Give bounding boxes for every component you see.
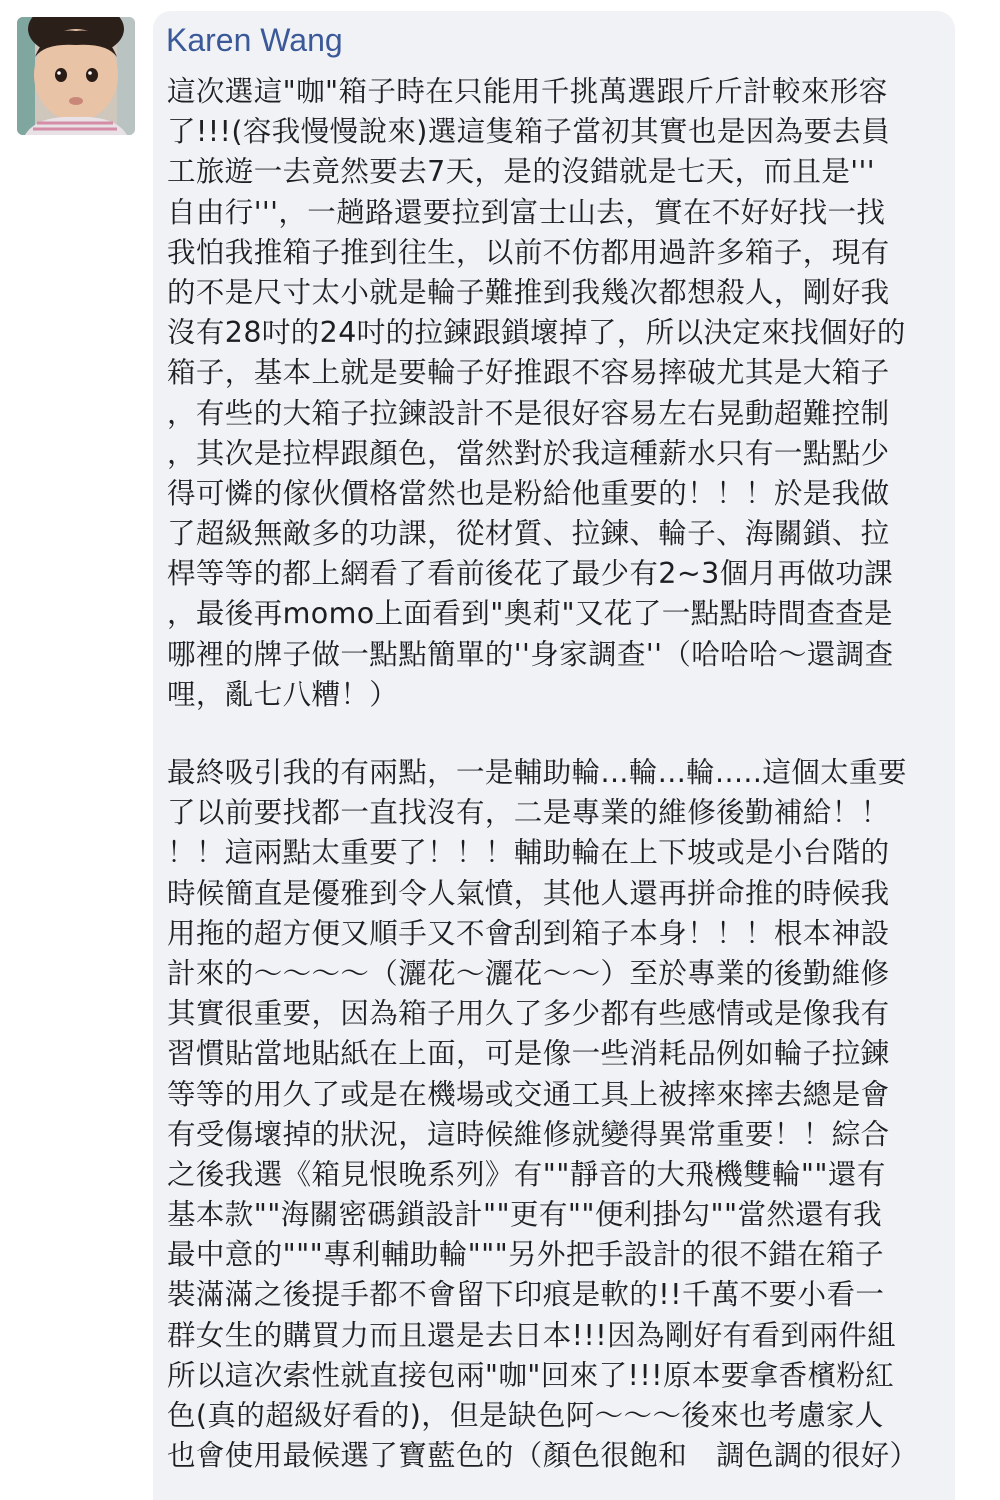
comment-line: 了超級無敵多的功課，從材質、拉鍊、輪子、海關鎖、拉 [167, 517, 890, 551]
comment-line: 最中意的"""專利輔助輪"""另外把手設計的很不錯在箱子 [167, 1238, 884, 1272]
avatar[interactable] [17, 17, 135, 135]
comment-line: 我怕我推箱子推到往生，以前不仿都用過許多箱子，現有 [167, 235, 890, 269]
comment-text [167, 72, 957, 1476]
comment-line: 用拖的超方便又順手又不會刮到箱子本身！！！根本神設 [167, 916, 890, 950]
comment-line: 色(真的超級好看的)，但是缺色阿～～～後來也考慮家人 [167, 1399, 884, 1432]
comment-line: 基本款""海關密碼鎖設計""更有""便利掛勾""當然還有我 [167, 1198, 882, 1232]
comment-line: 最終吸引我的有兩點，一是輔助輪...輪...輪.....這個太重要 [167, 756, 907, 789]
comment-line: 計來的～～～～（灑花～灑花～～）至於專業的後勤維修 [167, 956, 890, 990]
comment-line: 這次選這"咖"箱子時在只能用千挑萬選跟斤斤計較來形容 [167, 75, 888, 108]
comment-line: 群女生的購買力而且還是去日本!!!因為剛好有看到兩件組 [167, 1318, 897, 1352]
comment-line: 其實很重要，因為箱子用久了多少都有些感情或是像我有 [167, 997, 890, 1031]
comment-line: 的不是尺寸太小就是輪子難推到我幾次都想殺人，剛好我 [167, 275, 890, 309]
comment-line: 自由行'''，一趟路還要拉到富士山去，實在不好好找一找 [167, 195, 886, 229]
paragraph-gap [167, 715, 957, 753]
comment-line: 有受傷壞掉的狀況，這時候維修就變得異常重要！！綜合 [167, 1117, 890, 1151]
comment-paragraph [167, 753, 957, 1476]
comment-line: 也會使用最候選了寶藍色的（顏色很飽和 調色調的很好） [167, 1439, 919, 1473]
comment-line: 了以前要找都一直找沒有，二是專業的維修後勤補給！！ [167, 796, 890, 830]
comment-bubble [153, 11, 955, 1500]
comment-line: ，最後再momo上面看到"奧莉"又花了一點點時間查查是 [167, 597, 893, 631]
avatar-photo [17, 17, 135, 135]
comment-line: 工旅遊一去竟然要去7天，是的沒錯就是七天，而且是''' [167, 155, 875, 189]
author-name[interactable]: Karen Wang [166, 22, 343, 58]
comment-line: ，其次是拉桿跟顏色，當然對於我這種薪水只有一點點少 [167, 436, 890, 470]
comment-line: 時候簡直是優雅到令人氣憤，其他人還再拼命推的時候我 [167, 876, 890, 910]
comment-line: 習慣貼當地貼紙在上面，可是像一些消耗品例如輪子拉鍊 [167, 1037, 890, 1071]
comment-line: 箱子，基本上就是要輪子好推跟不容易摔破尤其是大箱子 [167, 356, 890, 390]
comment-line: 裝滿滿之後提手都不會留下印痕是軟的!!千萬不要小看一 [167, 1278, 885, 1312]
comment-line: 所以這次索性就直接包兩"咖"回來了!!!原本要拿香檳粉紅 [167, 1358, 895, 1392]
comment-line: ，有些的大箱子拉鍊設計不是很好容易左右晃動超難控制 [167, 396, 890, 430]
comment-line: 了!!!(容我慢慢說來)選這隻箱子當初其實也是因為要去員 [167, 115, 891, 149]
comment-paragraph [167, 72, 957, 715]
comment-line: 沒有28吋的24吋的拉鍊跟鎖壞掉了，所以決定來找個好的 [167, 316, 906, 350]
comment-line: 哩，亂七八糟！） [167, 677, 399, 711]
comment-line: ！！這兩點太重要了！！！輔助輪在上下坡或是小台階的 [167, 836, 890, 870]
comment-line: 之後我選《箱見恨晚系列》有""靜音的大飛機雙輪""還有 [167, 1157, 886, 1191]
comment-line: 得可憐的傢伙價格當然也是粉給他重要的！！！於是我做 [167, 476, 890, 510]
comment-line: 等等的用久了或是在機場或交通工具上被摔來摔去總是會 [167, 1077, 890, 1111]
comment-line: 哪裡的牌子做一點點簡單的''身家調查''（哈哈哈～還調查 [167, 637, 894, 671]
comment-line: 桿等等的都上網看了看前後花了最少有2~3個月再做功課 [167, 557, 894, 591]
